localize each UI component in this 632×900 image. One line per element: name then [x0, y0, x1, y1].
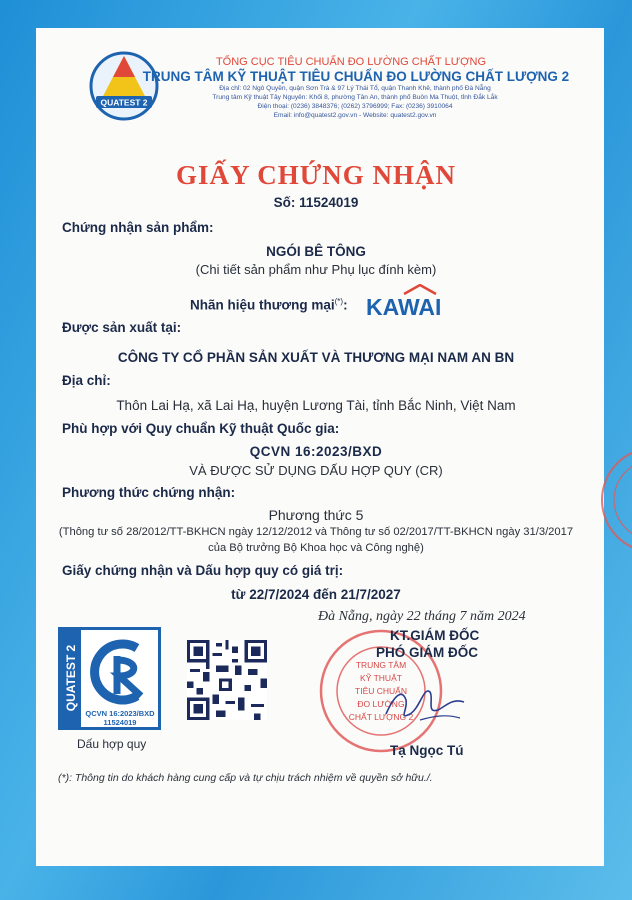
- brand-logo-text: KAWAI: [366, 294, 442, 320]
- mark-caption: Dấu hợp quy: [77, 737, 147, 751]
- stamp-line-5: CHẤT LƯỢNG 2: [348, 712, 414, 722]
- qr-code-icon: [187, 640, 267, 720]
- footnote: (*): Thông tin do khách hàng cung cấp và tự chịu trách nhiệm về quyền sở hữu./.: [58, 772, 433, 784]
- mark-side-text: QUATEST 2: [64, 644, 78, 712]
- org-address-2: Trung tâm Kỹ thuật Tây Nguyên: Khối 8, phường Tân An, thành phố Buôn Ma Thuột, tỉnh Đắk Lắk: [212, 94, 498, 101]
- kawai-logo: [364, 284, 456, 320]
- method-note-1: (Thông tư số 28/2012/TT-BKHCN ngày 12/12/2012 và Thông tư số 02/2017/TT-BKHCN ngày 31/3/2017: [58, 526, 574, 538]
- address-label: Địa chỉ:: [62, 373, 111, 388]
- company-name: CÔNG TY CỔ PHẦN SẢN XUẤT VÀ THƯƠNG MẠI NAM AN BN: [117, 350, 515, 365]
- product-label: Chứng nhận sản phẩm:: [62, 220, 214, 235]
- sign-role-1: KT.GIÁM ĐỐC: [390, 628, 480, 643]
- trademark-mark: (*): [334, 297, 344, 306]
- method-note-2: của Bộ trưởng Bộ Khoa học và Công nghệ): [208, 542, 424, 554]
- standard-code: QCVN 16:2023/BXD: [249, 444, 383, 459]
- mark-code: QCVN 16:2023/BXD: [85, 709, 155, 718]
- made-at-label: Được sản xuất tại:: [62, 320, 182, 335]
- standard-mark: VÀ ĐƯỢC SỬ DỤNG DẤU HỢP QUY (CR): [189, 463, 443, 478]
- trademark-suffix: :: [343, 297, 348, 313]
- product-name: NGÓI BÊ TÔNG: [266, 244, 366, 259]
- stamp-line-1: TRUNG TÂM: [355, 660, 407, 670]
- signature-icon: [380, 680, 470, 726]
- validity-label: Giấy chứng nhận và Dấu hợp quy có giá trị:: [62, 563, 344, 578]
- method-label: Phương thức chứng nhận:: [62, 485, 236, 500]
- org-parent: TỔNG CỤC TIÊU CHUẨN ĐO LƯỜNG CHẤT LƯỢNG: [215, 56, 487, 68]
- company-address: Thôn Lai Hạ, xã Lai Hạ, huyện Lương Tài, tỉnh Bắc Ninh, Việt Nam: [116, 398, 516, 413]
- trademark-line: [190, 297, 348, 313]
- sign-role-2: PHÓ GIÁM ĐỐC: [376, 645, 479, 660]
- validity-dates: từ 22/7/2024 đến 21/7/2027: [231, 587, 401, 602]
- appendix-stamp: [594, 440, 632, 560]
- stamp-line-4: ĐO LƯỜNG: [357, 699, 405, 709]
- stamp-line-3: TIÊU CHUẨN: [355, 686, 407, 696]
- conformity-mark: [58, 627, 161, 730]
- org-phone: Điện thoại: (0236) 3848376; (0262) 3796999; Fax: (0236) 3910064: [257, 103, 453, 110]
- trademark-label: Nhãn hiệu thương mại: [190, 297, 335, 313]
- logo-text: QUATEST 2: [100, 97, 148, 108]
- signer-name: Tạ Ngọc Tú: [390, 743, 464, 758]
- org-name: TRUNG TÂM KỸ THUẬT TIÊU CHUẨN ĐO LƯỜNG CHẤT LƯỢNG 2: [142, 69, 570, 84]
- product-note: (Chi tiết sản phẩm như Phụ lục đính kèm): [195, 262, 437, 277]
- cr-mark-icon: [87, 638, 155, 706]
- method-value: Phương thức 5: [268, 507, 364, 523]
- stamp-line-2: KỸ THUẬT: [360, 673, 402, 683]
- org-email: Email: info@quatest2.gov.vn - Website: quatest2.gov.vn: [273, 112, 437, 119]
- certificate-title: GIẤY CHỨNG NHẬN: [176, 160, 456, 190]
- mark-number: 11524019: [103, 718, 137, 727]
- certificate-number: Số: 11524019: [273, 195, 359, 210]
- org-address-1: Địa chỉ: 02 Ngô Quyền, quận Sơn Trà & 97 Lý Thái Tổ, quận Thanh Khê, thành phố Đà Nẵng: [219, 85, 491, 92]
- standard-label: Phù hợp với Quy chuẩn Kỹ thuật Quốc gia:: [62, 421, 340, 436]
- place-date: Đà Nẵng, ngày 22 tháng 7 năm 2024: [318, 609, 526, 624]
